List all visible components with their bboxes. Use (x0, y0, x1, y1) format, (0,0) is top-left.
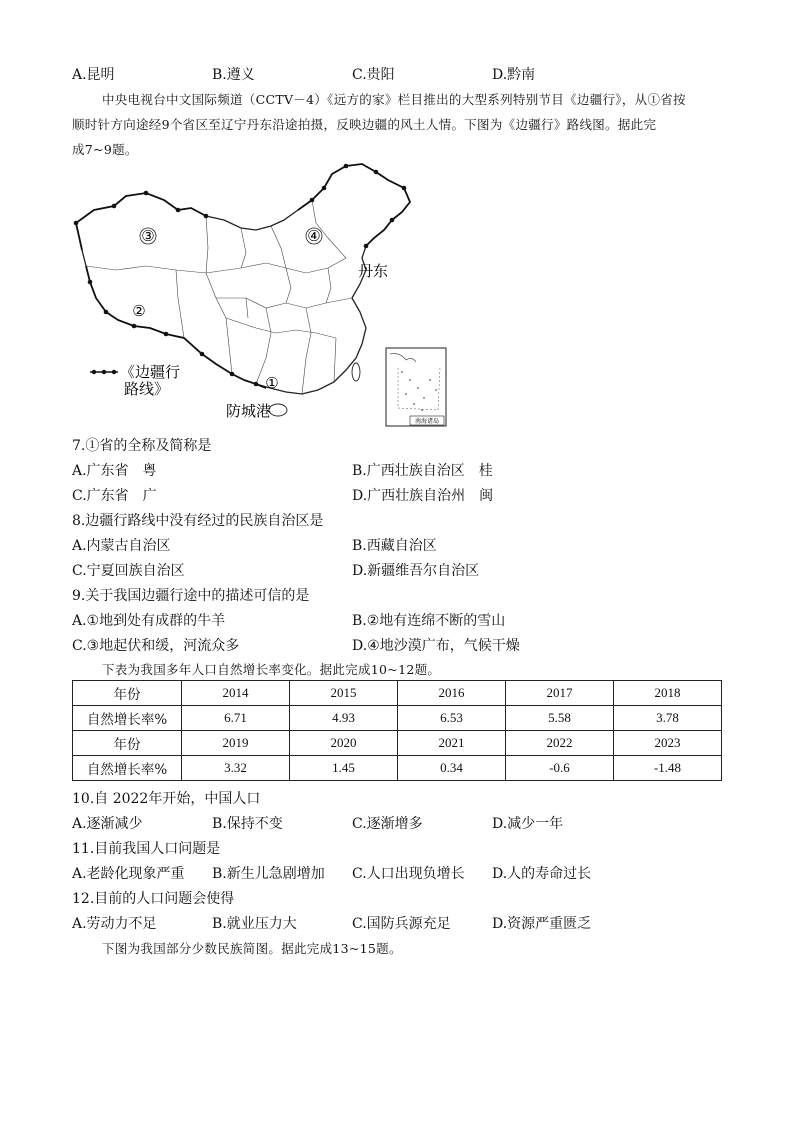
q8-option-c: C.宁夏回族自治区 (72, 563, 185, 579)
q7-stem: 7.①省的全称及简称是 (72, 438, 212, 454)
q12-stem: 12.目前的人口问题会使得 (72, 891, 235, 907)
population-growth-table (72, 680, 722, 781)
table-cell: 3.78 (614, 706, 722, 731)
q9-stem: 9.关于我国边疆行途中的描述可信的是 (72, 588, 310, 604)
border-route-map (66, 158, 456, 428)
q9-option-b: B.②地有连绵不断的雪山 (352, 613, 506, 629)
q8-option-d: D.新疆维吾尔自治区 (352, 563, 480, 579)
option-b: B.遵义 (212, 67, 255, 83)
q10-option-b: B.保持不变 (212, 816, 283, 832)
table-cell: -1.48 (614, 756, 722, 781)
q12-option-d: D.资源严重匮乏 (492, 916, 592, 932)
q7-option-a: A.广东省 粤 (72, 463, 157, 479)
table-cell: 2018 (614, 681, 722, 706)
q7-option-d: D.广西壮族自治州 闽 (352, 488, 494, 504)
table-cell: 6.53 (398, 706, 506, 731)
table-cell: 4.93 (290, 706, 398, 731)
table-cell: 0.34 (398, 756, 506, 781)
intro-7-9-line3: 成7~9题。 (72, 142, 138, 157)
q10-option-c: C.逐渐增多 (352, 816, 423, 832)
q12-option-b: B.就业压力大 (212, 916, 297, 932)
table-cell: 3.32 (182, 756, 290, 781)
q9-option-c: C.③地起伏和缓，河流众多 (72, 638, 240, 654)
label-dandong: 丹东 (358, 262, 389, 280)
marker-3: ③ (141, 227, 155, 245)
intro-7-9-line2: 顺时针方向途经9个省区至辽宁丹东沿途拍摄，反映边疆的风土人情。下图为《边疆行》路线图。据此完 (72, 117, 657, 132)
table-row (73, 681, 722, 706)
marker-2: ② (132, 302, 146, 320)
q10-option-a: A.逐渐减少 (72, 816, 143, 832)
year-header: 年份 (73, 731, 182, 756)
marker-4: ④ (307, 227, 321, 245)
q11-option-a: A.老龄化现象严重 (72, 866, 185, 882)
table-cell: 2020 (290, 731, 398, 756)
inset-caption: 南海诸岛 (414, 418, 440, 425)
table-cell: 6.71 (182, 706, 290, 731)
table-row (73, 756, 722, 781)
q11-option-c: C.人口出现负增长 (352, 866, 465, 882)
rate-header: 自然增长率% (73, 706, 182, 731)
table-cell: -0.6 (506, 756, 614, 781)
table-cell: 2016 (398, 681, 506, 706)
q9-option-a: A.①地到处有成群的牛羊 (72, 613, 226, 629)
q7-option-c: C.广东省 广 (72, 488, 157, 504)
q9-option-d: D.④地沙漠广布，气候干燥 (352, 638, 520, 654)
intro-13-15: 下图为我国部分少数民族简图。据此完成13~15题。 (102, 941, 402, 956)
q11-option-d: D.人的寿命过长 (492, 866, 592, 882)
table-cell: 2014 (182, 681, 290, 706)
table-cell: 2017 (506, 681, 614, 706)
year-header: 年份 (73, 681, 182, 706)
rate-header: 自然增长率% (73, 756, 182, 781)
option-d: D.黔南 (492, 67, 536, 83)
q12-option-a: A.劳动力不足 (72, 916, 157, 932)
table-cell: 2015 (290, 681, 398, 706)
q7-option-b: B.广西壮族自治区 桂 (352, 463, 493, 479)
legend-line2: 路线》 (124, 380, 170, 398)
marker-1: ① (265, 374, 279, 392)
table-cell: 5.58 (506, 706, 614, 731)
q8-stem: 8.边疆行路线中没有经过的民族自治区是 (72, 513, 324, 529)
table-cell: 2021 (398, 731, 506, 756)
q11-option-b: B.新生儿急剧增加 (212, 866, 325, 882)
q10-stem: 10.自 2022年开始，中国人口 (72, 791, 261, 807)
q8-option-a: A.内蒙古自治区 (72, 538, 171, 554)
table-cell: 2022 (506, 731, 614, 756)
q12-option-c: C.国防兵源充足 (352, 916, 451, 932)
table-cell: 2019 (182, 731, 290, 756)
option-a: A.昆明 (72, 67, 115, 83)
q10-option-d: D.减少一年 (492, 816, 564, 832)
intro-10-12: 下表为我国多年人口自然增长率变化。据此完成10~12题。 (102, 662, 441, 677)
option-c: C.贵阳 (352, 67, 395, 83)
label-fangchenggang: 防城港 (226, 402, 272, 420)
legend-line1: 《边疆行 (120, 363, 181, 381)
table-cell: 2023 (614, 731, 722, 756)
table-row (73, 731, 722, 756)
intro-7-9-line1: 中央电视台中文国际频道（CCTV－4）《远方的家》栏目推出的大型系列特别节目《边疆行》，从①省按 (102, 92, 686, 107)
q8-option-b: B.西藏自治区 (352, 538, 437, 554)
q11-stem: 11.目前我国人口问题是 (72, 841, 221, 857)
table-row (73, 706, 722, 731)
table-cell: 1.45 (290, 756, 398, 781)
